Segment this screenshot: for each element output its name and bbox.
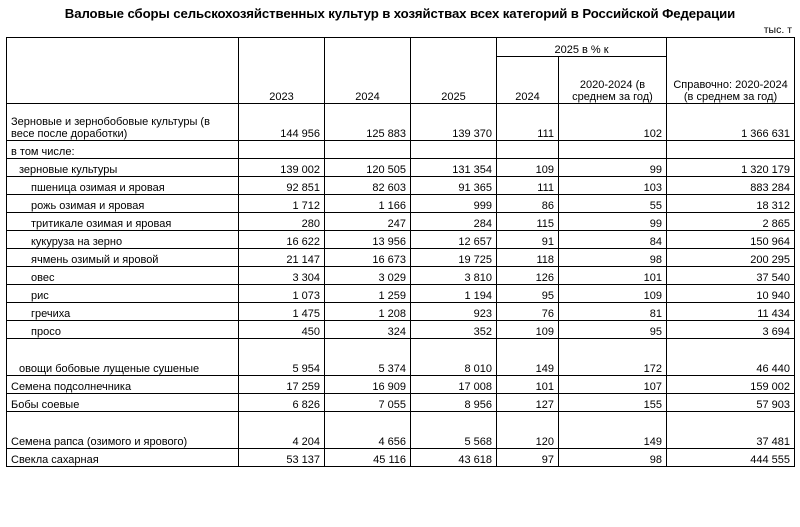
row-value-pct-avg <box>559 141 667 159</box>
row-value-pct-2024: 120 <box>497 412 559 449</box>
row-value-pct-avg: 99 <box>559 159 667 177</box>
row-value-pct-2024: 111 <box>497 104 559 141</box>
row-value-2024: 3 029 <box>325 267 411 285</box>
row-value-2023: 6 826 <box>239 394 325 412</box>
row-value-2023: 21 147 <box>239 249 325 267</box>
row-value-pct-avg: 172 <box>559 339 667 376</box>
row-value-2025: 1 194 <box>411 285 497 303</box>
row-label: рожь озимая и яровая <box>7 195 239 213</box>
row-value-pct-2024: 118 <box>497 249 559 267</box>
row-value-pct-2024: 91 <box>497 231 559 249</box>
row-value-2023: 1 073 <box>239 285 325 303</box>
row-value-2024: 125 883 <box>325 104 411 141</box>
row-value-reference: 37 540 <box>667 267 795 285</box>
header-cell-2024: 2024 <box>325 38 411 104</box>
table-row <box>7 177 795 195</box>
row-value-reference: 883 284 <box>667 177 795 195</box>
row-value-2025: 91 365 <box>411 177 497 195</box>
row-label: рис <box>7 285 239 303</box>
row-value-2025: 923 <box>411 303 497 321</box>
row-value-2023: 450 <box>239 321 325 339</box>
row-value-pct-avg: 98 <box>559 249 667 267</box>
row-value-pct-2024: 115 <box>497 213 559 231</box>
row-value-pct-avg: 109 <box>559 285 667 303</box>
table-row <box>7 449 795 467</box>
row-value-reference: 46 440 <box>667 339 795 376</box>
table-row <box>7 376 795 394</box>
row-value-reference: 11 434 <box>667 303 795 321</box>
row-value-reference: 57 903 <box>667 394 795 412</box>
row-value-2024: 1 208 <box>325 303 411 321</box>
row-value-reference: 1 366 631 <box>667 104 795 141</box>
row-value-pct-avg: 101 <box>559 267 667 285</box>
row-value-pct-2024: 127 <box>497 394 559 412</box>
table-row <box>7 231 795 249</box>
table-header <box>7 38 795 104</box>
table-row <box>7 141 795 159</box>
row-value-2023: 53 137 <box>239 449 325 467</box>
row-value-2024: 1 166 <box>325 195 411 213</box>
row-label: тритикале озимая и яровая <box>7 213 239 231</box>
row-value-2025: 8 010 <box>411 339 497 376</box>
table-row <box>7 213 795 231</box>
row-value-2023: 17 259 <box>239 376 325 394</box>
row-label: Бобы соевые <box>7 394 239 412</box>
table-row <box>7 267 795 285</box>
table-row <box>7 249 795 267</box>
row-value-2023: 16 622 <box>239 231 325 249</box>
row-value-2024 <box>325 141 411 159</box>
row-value-2024: 4 656 <box>325 412 411 449</box>
row-label: зерновые культуры <box>7 159 239 177</box>
row-value-pct-avg: 149 <box>559 412 667 449</box>
row-value-pct-avg: 99 <box>559 213 667 231</box>
header-cell-pct-average: 2020-2024 (в среднем за год) <box>559 57 667 104</box>
row-value-2023: 144 956 <box>239 104 325 141</box>
row-value-2024: 45 116 <box>325 449 411 467</box>
row-value-2024: 5 374 <box>325 339 411 376</box>
row-value-reference: 10 940 <box>667 285 795 303</box>
row-value-2025: 139 370 <box>411 104 497 141</box>
row-value-2024: 247 <box>325 213 411 231</box>
row-value-2023 <box>239 141 325 159</box>
row-value-2024: 120 505 <box>325 159 411 177</box>
row-value-2025: 43 618 <box>411 449 497 467</box>
row-value-2025 <box>411 141 497 159</box>
row-value-pct-avg: 81 <box>559 303 667 321</box>
row-value-pct-avg: 102 <box>559 104 667 141</box>
row-value-pct-2024: 86 <box>497 195 559 213</box>
row-value-pct-avg: 155 <box>559 394 667 412</box>
header-cell-2025: 2025 <box>411 38 497 104</box>
row-label: просо <box>7 321 239 339</box>
header-cell-2023: 2023 <box>239 38 325 104</box>
row-value-pct-2024: 111 <box>497 177 559 195</box>
row-label: овощи бобовые лущеные сушеные <box>7 339 239 376</box>
row-value-reference: 37 481 <box>667 412 795 449</box>
row-value-2025: 5 568 <box>411 412 497 449</box>
row-value-2025: 3 810 <box>411 267 497 285</box>
crop-harvest-table <box>6 37 795 467</box>
row-value-reference: 200 295 <box>667 249 795 267</box>
row-value-2024: 16 673 <box>325 249 411 267</box>
row-value-2025: 284 <box>411 213 497 231</box>
row-value-pct-avg: 95 <box>559 321 667 339</box>
row-value-pct-avg: 84 <box>559 231 667 249</box>
row-value-2024: 7 055 <box>325 394 411 412</box>
row-value-2024: 1 259 <box>325 285 411 303</box>
row-label: Семена подсолнечника <box>7 376 239 394</box>
row-value-reference <box>667 141 795 159</box>
header-cell-blank <box>7 38 239 104</box>
row-value-pct-avg: 103 <box>559 177 667 195</box>
header-cell-reference: Справочно: 2020-2024 (в среднем за год) <box>667 38 795 104</box>
row-label: Семена рапса (озимого и ярового) <box>7 412 239 449</box>
row-value-2023: 1 475 <box>239 303 325 321</box>
row-value-2023: 3 304 <box>239 267 325 285</box>
row-value-2024: 82 603 <box>325 177 411 195</box>
row-label: Свекла сахарная <box>7 449 239 467</box>
row-value-reference: 18 312 <box>667 195 795 213</box>
row-value-2024: 16 909 <box>325 376 411 394</box>
row-value-2025: 19 725 <box>411 249 497 267</box>
table-row <box>7 303 795 321</box>
row-value-2025: 8 956 <box>411 394 497 412</box>
row-label: ячмень озимый и яровой <box>7 249 239 267</box>
row-label: гречиха <box>7 303 239 321</box>
header-group-percent: 2025 в % к <box>497 38 667 57</box>
table-body <box>7 104 795 467</box>
table-row <box>7 285 795 303</box>
row-value-2024: 324 <box>325 321 411 339</box>
row-value-2023: 5 954 <box>239 339 325 376</box>
row-value-2025: 131 354 <box>411 159 497 177</box>
row-value-reference: 444 555 <box>667 449 795 467</box>
row-value-2023: 92 851 <box>239 177 325 195</box>
header-cell-pct-2024: 2024 <box>497 57 559 104</box>
row-value-pct-2024: 101 <box>497 376 559 394</box>
row-value-pct-avg: 55 <box>559 195 667 213</box>
row-label: кукуруза на зерно <box>7 231 239 249</box>
table-row <box>7 104 795 141</box>
row-value-2025: 17 008 <box>411 376 497 394</box>
table-header-row-1 <box>7 38 795 57</box>
row-value-reference: 2 865 <box>667 213 795 231</box>
row-value-2025: 12 657 <box>411 231 497 249</box>
table-row <box>7 159 795 177</box>
row-value-2023: 1 712 <box>239 195 325 213</box>
row-value-pct-2024: 149 <box>497 339 559 376</box>
units-label: тыс. т <box>763 24 792 37</box>
row-value-reference: 150 964 <box>667 231 795 249</box>
table-row <box>7 412 795 449</box>
row-label: Зерновые и зернобобовые культуры (в весе после доработки) <box>7 104 239 141</box>
row-value-pct-2024: 95 <box>497 285 559 303</box>
row-value-pct-2024: 97 <box>497 449 559 467</box>
row-value-pct-2024: 126 <box>497 267 559 285</box>
row-value-reference: 1 320 179 <box>667 159 795 177</box>
row-value-2023: 139 002 <box>239 159 325 177</box>
row-value-2023: 280 <box>239 213 325 231</box>
row-value-reference: 3 694 <box>667 321 795 339</box>
row-label: в том числе: <box>7 141 239 159</box>
row-value-pct-2024: 76 <box>497 303 559 321</box>
row-label: пшеница озимая и яровая <box>7 177 239 195</box>
row-value-2023: 4 204 <box>239 412 325 449</box>
row-value-pct-2024 <box>497 141 559 159</box>
table-row <box>7 195 795 213</box>
table-row <box>7 339 795 376</box>
row-value-pct-avg: 98 <box>559 449 667 467</box>
row-value-2025: 999 <box>411 195 497 213</box>
page-title: Валовые сборы сельскохозяйственных культур в хозяйствах всех категорий в Российской Федерации <box>64 6 736 21</box>
row-value-reference: 159 002 <box>667 376 795 394</box>
table-row <box>7 321 795 339</box>
row-value-pct-avg: 107 <box>559 376 667 394</box>
row-label: овес <box>7 267 239 285</box>
row-value-pct-2024: 109 <box>497 159 559 177</box>
table-row <box>7 394 795 412</box>
row-value-2024: 13 956 <box>325 231 411 249</box>
row-value-pct-2024: 109 <box>497 321 559 339</box>
row-value-2025: 352 <box>411 321 497 339</box>
